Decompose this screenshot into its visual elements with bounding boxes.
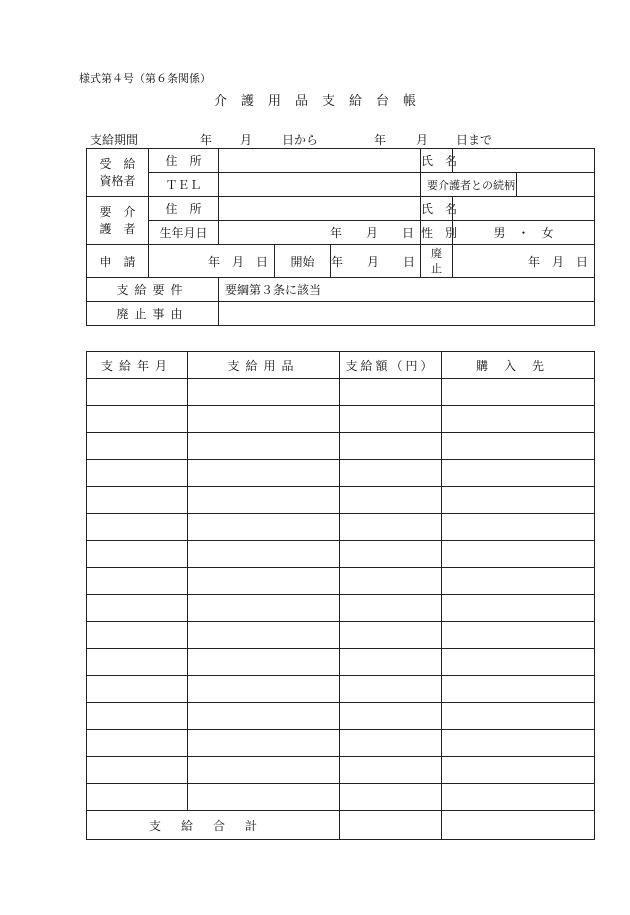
amount-cell[interactable] xyxy=(340,703,442,730)
item-cell[interactable] xyxy=(188,487,340,514)
vendor-cell[interactable] xyxy=(442,676,595,703)
item-cell[interactable] xyxy=(188,676,340,703)
month-cell[interactable] xyxy=(87,730,188,757)
amount-cell[interactable] xyxy=(340,568,442,595)
period-day-until: 日まで xyxy=(456,133,493,147)
item-cell[interactable] xyxy=(188,595,340,622)
amount-cell[interactable] xyxy=(340,379,442,406)
item-cell[interactable] xyxy=(188,730,340,757)
amount-cell[interactable] xyxy=(340,406,442,433)
vendor-cell[interactable] xyxy=(442,433,595,460)
month-cell[interactable] xyxy=(87,622,188,649)
amount-cell[interactable] xyxy=(340,730,442,757)
gender-options[interactable]: 男 ・ 女 xyxy=(453,221,595,245)
total-amount-field[interactable] xyxy=(340,811,442,840)
care-address-label: 住 所 xyxy=(149,197,219,221)
amount-cell[interactable] xyxy=(340,757,442,784)
requirement-value[interactable]: 要綱第３条に該当 xyxy=(219,278,595,302)
table-row xyxy=(87,514,595,541)
info-table xyxy=(86,148,595,326)
month-cell[interactable] xyxy=(87,487,188,514)
month-cell[interactable] xyxy=(87,433,188,460)
care-name-label: 氏 名 xyxy=(421,197,453,221)
period-month-from: 月 xyxy=(240,133,253,147)
amount-cell[interactable] xyxy=(340,595,442,622)
item-cell[interactable] xyxy=(188,784,340,811)
item-cell[interactable] xyxy=(188,379,340,406)
abolition-reason-label: 廃止事由 xyxy=(87,302,219,326)
month-cell[interactable] xyxy=(87,379,188,406)
month-cell[interactable] xyxy=(87,703,188,730)
amount-cell[interactable] xyxy=(340,676,442,703)
recipient-address-field[interactable] xyxy=(219,149,421,173)
item-cell[interactable] xyxy=(188,568,340,595)
vendor-cell[interactable] xyxy=(442,730,595,757)
start-date-field[interactable]: 年 月 日 xyxy=(331,245,421,278)
amount-cell[interactable] xyxy=(340,460,442,487)
recipient-tel-field[interactable] xyxy=(219,173,421,197)
table-row xyxy=(87,487,595,514)
period-year-until: 年 xyxy=(374,133,387,147)
vendor-cell[interactable] xyxy=(442,541,595,568)
vendor-cell[interactable] xyxy=(442,406,595,433)
month-cell[interactable] xyxy=(87,757,188,784)
care-address-field[interactable] xyxy=(219,197,421,221)
vendor-cell[interactable] xyxy=(442,595,595,622)
header-amount: 支給額（円） xyxy=(340,352,442,379)
recipient-tel-label: ＴＥＬ xyxy=(149,173,219,197)
period-label: 支給期間 xyxy=(90,133,139,147)
table-row xyxy=(87,433,595,460)
start-label: 開始 xyxy=(275,245,331,278)
table-row xyxy=(87,757,595,784)
vendor-cell[interactable] xyxy=(442,622,595,649)
ledger-table xyxy=(86,351,595,840)
month-cell[interactable] xyxy=(87,514,188,541)
page-title: 介護用品支給台帳 xyxy=(214,94,431,109)
header-vendor: 購入先 xyxy=(442,352,595,379)
table-row xyxy=(87,379,595,406)
recipient-label: 受 給 資格者 xyxy=(87,149,149,197)
abolish-date-field[interactable]: 年 月 日 xyxy=(453,245,595,278)
item-cell[interactable] xyxy=(188,757,340,784)
vendor-cell[interactable] xyxy=(442,757,595,784)
birthdate-label: 生年月日 xyxy=(149,221,219,245)
item-cell[interactable] xyxy=(188,433,340,460)
care-name-field[interactable] xyxy=(453,197,595,221)
amount-cell[interactable] xyxy=(340,487,442,514)
table-row xyxy=(87,649,595,676)
table-row xyxy=(87,703,595,730)
amount-cell[interactable] xyxy=(340,784,442,811)
header-item: 支給用品 xyxy=(188,352,340,379)
gender-label: 性 別 xyxy=(421,221,453,245)
vendor-cell[interactable] xyxy=(442,487,595,514)
amount-cell[interactable] xyxy=(340,622,442,649)
table-row xyxy=(87,460,595,487)
vendor-cell[interactable] xyxy=(442,460,595,487)
requirement-label: 支給要件 xyxy=(87,278,219,302)
item-cell[interactable] xyxy=(188,514,340,541)
table-row xyxy=(87,595,595,622)
application-date-field[interactable]: 年 月 日 xyxy=(149,245,275,278)
month-cell[interactable] xyxy=(87,784,188,811)
month-cell[interactable] xyxy=(87,541,188,568)
abolish-label: 廃 止 xyxy=(421,245,453,278)
total-label: 支給合計 xyxy=(87,811,340,840)
item-cell[interactable] xyxy=(188,703,340,730)
amount-cell[interactable] xyxy=(340,433,442,460)
form-number: 様式第４号（第６条関係） xyxy=(79,72,211,85)
item-cell[interactable] xyxy=(188,460,340,487)
table-row xyxy=(87,406,595,433)
table-row xyxy=(87,676,595,703)
item-cell[interactable] xyxy=(188,541,340,568)
item-cell[interactable] xyxy=(188,406,340,433)
month-cell[interactable] xyxy=(87,595,188,622)
relationship-field[interactable] xyxy=(517,173,595,197)
vendor-cell[interactable] xyxy=(442,568,595,595)
table-row xyxy=(87,541,595,568)
table-row xyxy=(87,784,595,811)
month-cell[interactable] xyxy=(87,460,188,487)
recipient-address-label: 住 所 xyxy=(149,149,219,173)
table-row xyxy=(87,622,595,649)
period-year-from: 年 xyxy=(200,133,213,147)
recipient-name-label: 氏 名 xyxy=(421,149,453,173)
amount-cell[interactable] xyxy=(340,649,442,676)
vendor-cell[interactable] xyxy=(442,514,595,541)
amount-cell[interactable] xyxy=(340,541,442,568)
birthdate-field[interactable]: 年 月 日 xyxy=(219,221,421,245)
item-cell[interactable] xyxy=(188,649,340,676)
period-month-until: 月 xyxy=(416,133,429,147)
recipient-name-field[interactable] xyxy=(453,149,595,173)
vendor-cell[interactable] xyxy=(442,379,595,406)
month-cell[interactable] xyxy=(87,676,188,703)
application-label: 申 請 xyxy=(87,245,149,278)
abolition-reason-field[interactable] xyxy=(219,302,595,326)
vendor-cell[interactable] xyxy=(442,703,595,730)
month-cell[interactable] xyxy=(87,649,188,676)
table-row xyxy=(87,730,595,757)
month-cell[interactable] xyxy=(87,406,188,433)
care-person-label: 要 介 護 者 xyxy=(87,197,149,245)
vendor-cell[interactable] xyxy=(442,784,595,811)
header-month: 支給年月 xyxy=(87,352,188,379)
total-vendor-field[interactable] xyxy=(442,811,595,840)
relationship-label: 要介護者との続柄 xyxy=(421,173,517,197)
vendor-cell[interactable] xyxy=(442,649,595,676)
month-cell[interactable] xyxy=(87,568,188,595)
amount-cell[interactable] xyxy=(340,514,442,541)
item-cell[interactable] xyxy=(188,622,340,649)
period-day-from: 日から xyxy=(282,133,319,147)
table-row xyxy=(87,568,595,595)
